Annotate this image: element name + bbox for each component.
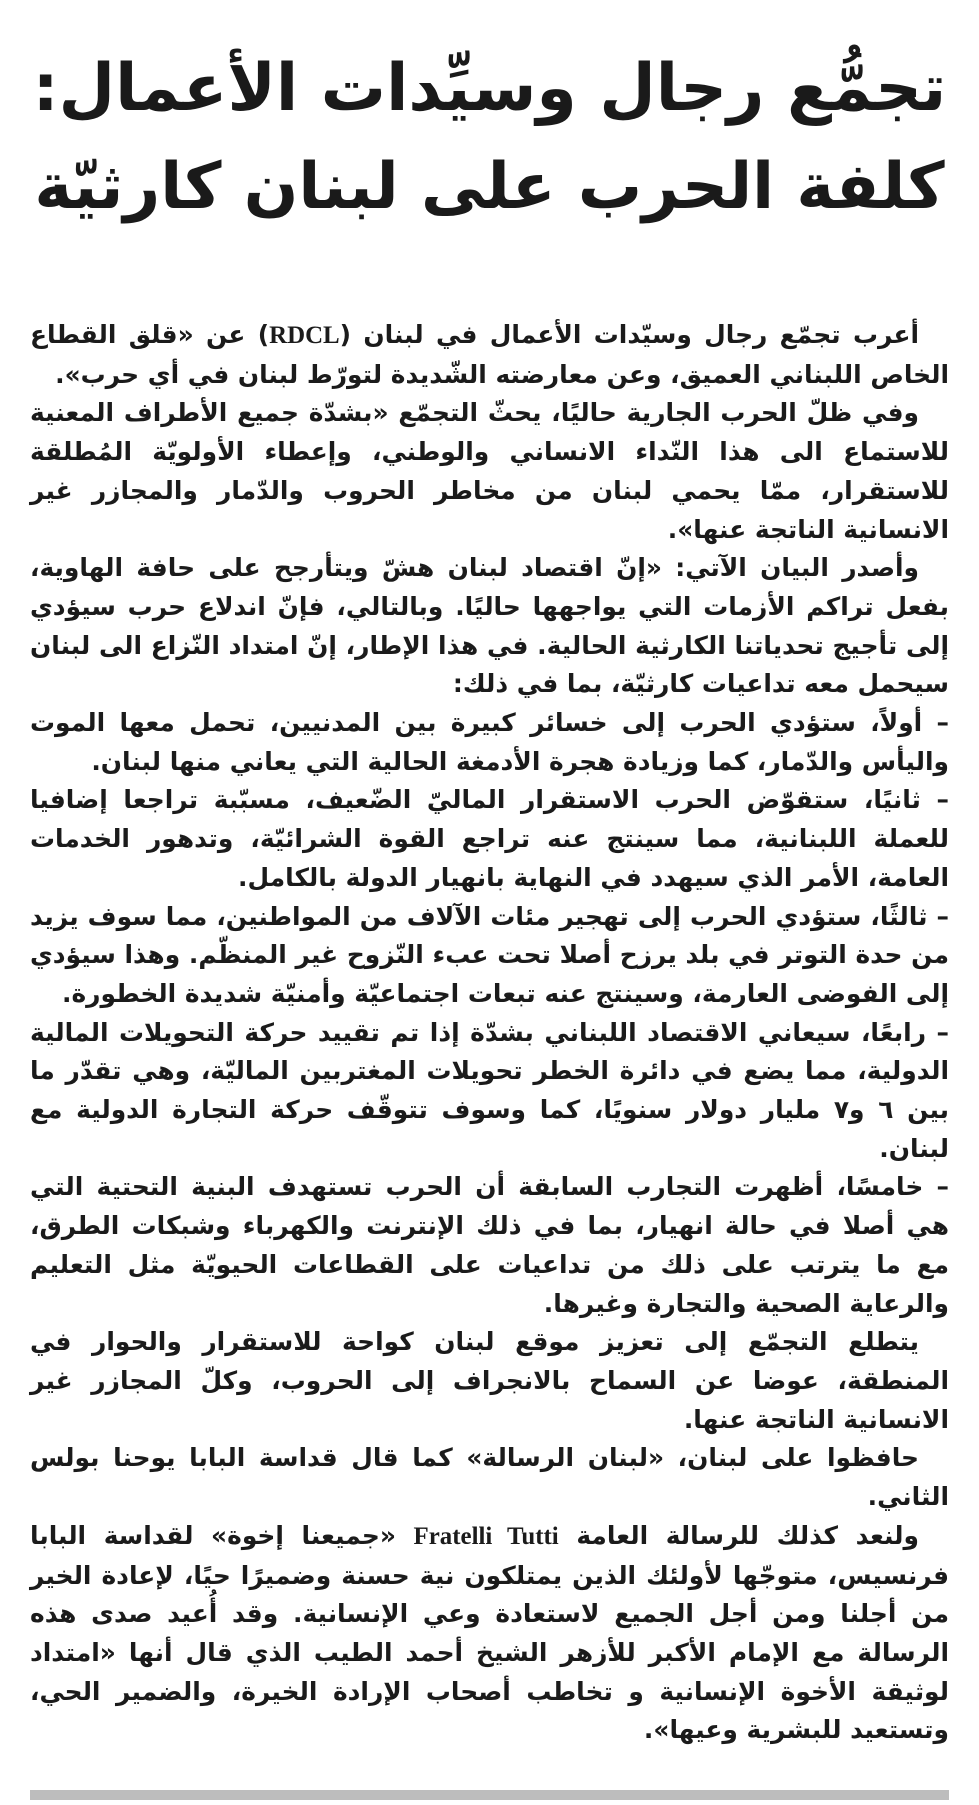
- paragraph-encyclical: [30, 1517, 949, 1750]
- paragraph-intro: [30, 316, 949, 394]
- paragraph-encyclical-text-2: «جميعنا إخوة» لقداسة البابا فرنسيس، متوجّها لأولئك الذين يمتلكون نية حسنة وضميرًا حيًا، لإعادة الخير من أجلنا ومن أجل الجميع لاستعادة وعي الإنسانية. وقد أُعيد صدى هذه الرسالة مع الإمام الأكبر للأزهر الشيخ أحمد الطيب الذي قال أنها «امتداد لوثيقة الأخوة الإنسانية و تخاطب أصحاب الإرادة الخيرة، والضمير الحي، وتستعيد للبشرية وعيها».: [30, 1520, 949, 1745]
- fratelli-tutti-title: Fratelli Tutti: [413, 1522, 559, 1550]
- headline: [30, 40, 949, 236]
- rdcl-acronym: RDCL: [269, 322, 340, 349]
- paragraph-statement: وأصدر البيان الآتي: «إنّ اقتصاد لبنان هشّ ويتأرجح على حافة الهاوية، بفعل تراكم الأزمات التي يواجهها حاليًا. وبالتالي، فإنّ اندلاع حرب سيؤدي إلى تأجيج تحدياتنا الكارثية الحالية. في هذا الإطار، إنّ امتداد النّزاع الى لبنان سيحمل معه تداعيات كارثيّة، بما في ذلك:: [30, 553, 949, 699]
- article-body: [30, 316, 949, 1750]
- footer-rule: [30, 1790, 949, 1800]
- list-item-fourth: – رابعًا، سيعاني الاقتصاد اللبناني بشدّة إذا تم تقييد حركة التحويلات المالية الدولية، مما يضع في دائرة الخطر تحويلات المغتربين الماليّة، وهي تقدّر ما بين ٦ و٧ مليار دولار سنويًا، كما وسوف تتوقّف حركة التجارة الدولية مع لبنان.: [30, 1017, 949, 1163]
- list-item-first: – أولاً، ستؤدي الحرب إلى خسائر كبيرة بين المدنيين، تحمل معها الموت واليأس والدّمار، كما وزيادة هجرة الأدمغة الحالية التي يعاني منها لبنان.: [30, 708, 949, 776]
- paragraph-intro-text-1: أعرب تجمّع رجال وسيّدات الأعمال في لبنان (: [339, 320, 919, 349]
- paragraph-appeal: وفي ظلّ الحرب الجارية حاليًا، يحثّ التجمّع «بشدّة جميع الأطراف المعنية للاستماع الى هذا النّداء الانساني والوطني، وإعطاء الأولويّة المُطلقة للاستقرار، ممّا يحمي لبنان من مخاطر الحروب والدّمار والمجازر غير الانسانية الناتجة عنها».: [30, 398, 949, 544]
- paragraph-intro-text-2: ) عن «قلق القطاع الخاص اللبناني العميق، وعن معارضته الشّديدة لتورّط لبنان في أي حرب».: [30, 320, 949, 389]
- list-item-third: – ثالثًا، ستؤدي الحرب إلى تهجير مئات الآلاف من المواطنين، مما سوف يزيد من حدة التوتر في بلد يرزح أصلا تحت عبء النّزوح غير المنظّم. وهذا سيؤدي إلى الفوضى العارمة، وسينتج عنه تبعات اجتماعيّة وأمنيّة شديدة الخطورة.: [30, 901, 949, 1008]
- paragraph-call: حافظوا على لبنان، «لبنان الرسالة» كما قال قداسة البابا يوحنا بولس الثاني.: [30, 1443, 949, 1512]
- headline-line-2: كلفة الحرب على لبنان كارثيّة: [34, 150, 945, 224]
- headline-line-1: تجمُّع رجال وسيِّدات الأعمال:: [32, 51, 947, 126]
- paragraph-aspiration: يتطلع التجمّع إلى تعزيز موقع لبنان كواحة للاستقرار والحوار في المنطقة، عوضا عن السماح بالانجراف إلى الحروب، وكلّ المجازر غير الانسانية الناتجة عنها.: [30, 1327, 949, 1434]
- list-item-fifth: – خامسًا، أظهرت التجارب السابقة أن الحرب تستهدف البنية التحتية التي هي أصلا في حالة انهيار، بما في ذلك الإنترنت والكهرباء وشبكات الطرق، مع ما يترتب على ذلك من تداعيات على القطاعات الحيويّة مثل التعليم والرعاية الصحية والتجارة وغيرها.: [30, 1172, 949, 1318]
- paragraph-encyclical-text-1: ولنعد كذلك للرسالة العامة: [558, 1520, 919, 1550]
- list-item-second: – ثانيًا، ستقوّض الحرب الاستقرار الماليّ الضّعيف، مسبّبة تراجعا إضافيا للعملة اللبنانية، مما سينتج عنه تراجع القوة الشرائيّة، وتدهور الخدمات العامة، الأمر الذي سيهدد في النهاية بانهيار الدولة بالكامل.: [30, 785, 949, 892]
